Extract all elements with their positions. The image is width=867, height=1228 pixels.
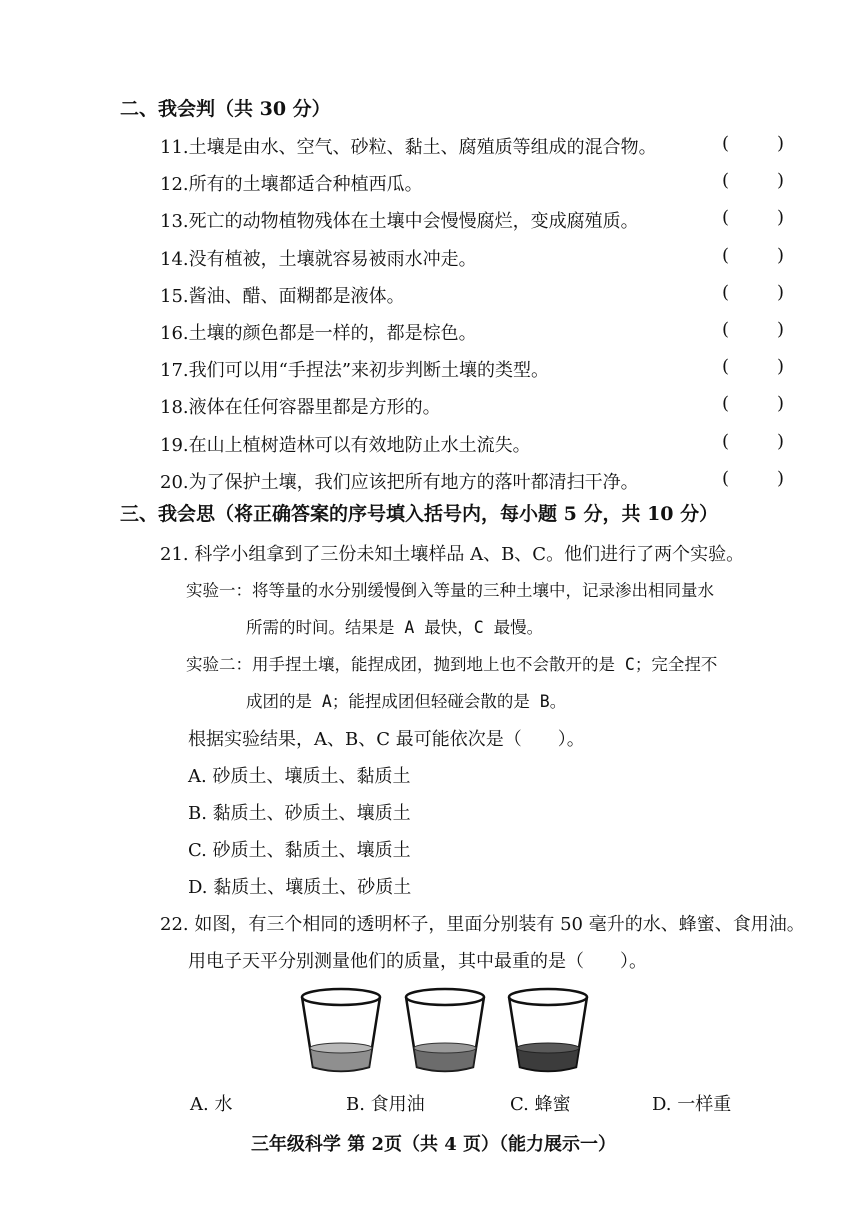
judge-question-18 bbox=[160, 393, 441, 419]
experiment-2-line-1: 实验二：用手捏土壤，能捏成团，抛到地上也不会散开的是 C；完全捏不 bbox=[186, 655, 718, 674]
option-21-a: A. 砂质土、壤质土、黏质土 bbox=[188, 766, 411, 787]
paren-open: ( bbox=[722, 356, 730, 377]
page-footer: 三年级科学 第 2页（共 4 页）（能力展示一） bbox=[250, 1134, 617, 1155]
paren-close: ) bbox=[776, 245, 784, 266]
answer-blank-16[interactable] bbox=[722, 319, 784, 340]
paren-open: ( bbox=[722, 207, 730, 228]
section-title-think: 三、我会思（将正确答案的序号填入括号内，每小题 5 分，共 10 分） bbox=[120, 503, 719, 525]
option-22-c: C. 蜂蜜 bbox=[510, 1094, 571, 1115]
paren-close: ) bbox=[776, 133, 784, 154]
option-22-d: D. 一样重 bbox=[652, 1094, 732, 1115]
question-number: 11. bbox=[160, 137, 189, 158]
answer-blank-11[interactable] bbox=[722, 133, 784, 154]
answer-blank-14[interactable] bbox=[722, 245, 784, 266]
judge-question-20 bbox=[160, 468, 639, 494]
paren-open: ( bbox=[722, 282, 730, 303]
option-22-a: A. 水 bbox=[190, 1094, 233, 1115]
paren-open: ( bbox=[722, 245, 730, 266]
paren-close: ) bbox=[776, 431, 784, 452]
paren-close: ) bbox=[776, 356, 784, 377]
paren-open: ( bbox=[722, 393, 730, 414]
question-21-prompt: 根据实验结果，A、B、C 最可能依次是（ ）。 bbox=[188, 729, 585, 750]
cup-figure-1 bbox=[296, 985, 386, 1077]
paren-open: ( bbox=[722, 431, 730, 452]
question-22-stem-line-1: 22. 如图，有三个相同的透明杯子，里面分别装有 50 毫升的水、蜂蜜、食用油。 bbox=[160, 914, 805, 935]
answer-blank-17[interactable] bbox=[722, 356, 784, 377]
question-number: 19. bbox=[160, 435, 189, 456]
paren-close: ) bbox=[776, 393, 784, 414]
answer-blank-12[interactable] bbox=[722, 170, 784, 191]
question-number: 15. bbox=[160, 286, 189, 307]
answer-blank-20[interactable] bbox=[722, 468, 784, 489]
paren-close: ) bbox=[776, 170, 784, 191]
question-number: 18. bbox=[160, 397, 189, 418]
experiment-2-line-2: 成团的是 A；能捏成团但轻碰会散的是 B。 bbox=[246, 692, 567, 711]
paren-close: ) bbox=[776, 207, 784, 228]
question-text: 我们可以用“手捏法”来初步判断土壤的类型。 bbox=[188, 360, 550, 381]
question-text: 死亡的动物植物残体在土壤中会慢慢腐烂，变成腐殖质。 bbox=[188, 211, 639, 232]
answer-blank-18[interactable] bbox=[722, 393, 784, 414]
option-21-c: C. 砂质土、黏质土、壤质土 bbox=[188, 840, 411, 861]
cup-figure-3 bbox=[503, 985, 593, 1077]
answer-blank-19[interactable] bbox=[722, 431, 784, 452]
question-text: 酱油、醋、面糊都是液体。 bbox=[188, 286, 405, 307]
judge-question-12 bbox=[160, 170, 423, 196]
question-text: 在山上植树造林可以有效地防止水土流失。 bbox=[188, 435, 531, 456]
judge-question-13 bbox=[160, 207, 639, 233]
answer-blank-13[interactable] bbox=[722, 207, 784, 228]
option-22-b: B. 食用油 bbox=[346, 1094, 425, 1115]
question-number: 12. bbox=[160, 174, 189, 195]
paren-open: ( bbox=[722, 170, 730, 191]
question-text: 土壤是由水、空气、砂粒、黏土、腐殖质等组成的混合物。 bbox=[188, 137, 657, 158]
question-number: 14. bbox=[160, 249, 189, 270]
experiment-1-line-1: 实验一：将等量的水分别缓慢倒入等量的三种土壤中，记录渗出相同量水 bbox=[186, 581, 714, 600]
question-text: 为了保护土壤，我们应该把所有地方的落叶都清扫干净。 bbox=[188, 472, 639, 493]
judge-question-11 bbox=[160, 133, 657, 159]
option-21-b: B. 黏质土、砂质土、壤质土 bbox=[188, 803, 411, 824]
question-22-stem-line-2: 用电子天平分别测量他们的质量，其中最重的是（ ）。 bbox=[188, 951, 647, 972]
question-text: 所有的土壤都适合种植西瓜。 bbox=[188, 174, 423, 195]
paren-close: ) bbox=[776, 468, 784, 489]
experiment-1-line-2: 所需的时间。结果是 A 最快，C 最慢。 bbox=[246, 618, 544, 637]
judge-question-19 bbox=[160, 431, 531, 457]
judge-question-15 bbox=[160, 282, 405, 308]
paren-close: ) bbox=[776, 319, 784, 340]
option-21-d: D. 黏质土、壤质土、砂质土 bbox=[188, 877, 412, 898]
paren-close: ) bbox=[776, 282, 784, 303]
question-number: 20. bbox=[160, 472, 189, 493]
judge-question-14 bbox=[160, 245, 477, 271]
paren-open: ( bbox=[722, 468, 730, 489]
paren-open: ( bbox=[722, 133, 730, 154]
section-title-judge: 二、我会判（共 30 分） bbox=[120, 98, 331, 120]
answer-blank-15[interactable] bbox=[722, 282, 784, 303]
question-number: 13. bbox=[160, 211, 189, 232]
cup-figure-2 bbox=[400, 985, 490, 1077]
question-text: 土壤的颜色都是一样的，都是棕色。 bbox=[188, 323, 477, 344]
paren-open: ( bbox=[722, 319, 730, 340]
question-text: 液体在任何容器里都是方形的。 bbox=[188, 397, 441, 418]
question-number: 16. bbox=[160, 323, 189, 344]
judge-question-17 bbox=[160, 356, 549, 382]
question-21-stem: 21. 科学小组拿到了三份未知土壤样品 A、B、C。他们进行了两个实验。 bbox=[160, 544, 745, 565]
judge-question-16 bbox=[160, 319, 477, 345]
question-number: 17. bbox=[160, 360, 189, 381]
question-text: 没有植被，土壤就容易被雨水冲走。 bbox=[188, 249, 477, 270]
